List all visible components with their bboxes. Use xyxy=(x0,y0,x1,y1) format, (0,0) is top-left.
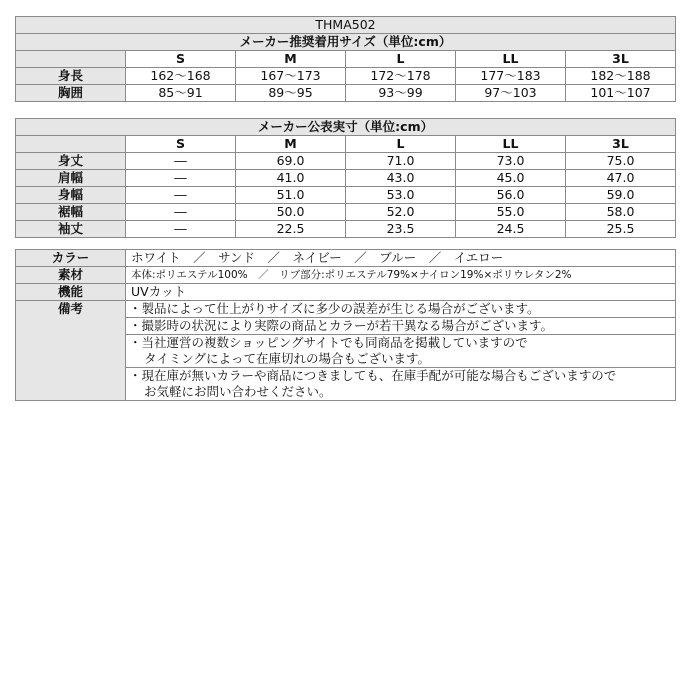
table-row xyxy=(16,68,676,85)
size-header: 3L xyxy=(566,51,676,68)
table-row xyxy=(16,153,676,170)
table-cell: 51.0 xyxy=(236,187,346,204)
table-cell: 177～183 xyxy=(456,68,566,85)
material-label: 素材 xyxy=(16,267,126,284)
table-cell: ― xyxy=(126,153,236,170)
table-cell: 75.0 xyxy=(566,153,676,170)
product-info-table xyxy=(15,249,676,401)
table-cell: 23.5 xyxy=(346,221,456,238)
info-row-material xyxy=(16,267,676,284)
note-text: ・撮影時の状況により実際の商品とカラーが若干異なる場合がございます。 xyxy=(129,318,554,333)
size-header: S xyxy=(126,51,236,68)
color-label: カラー xyxy=(16,250,126,267)
table-cell: 25.5 xyxy=(566,221,676,238)
table-row xyxy=(16,170,676,187)
table-cell: 71.0 xyxy=(346,153,456,170)
row-label: 身幅 xyxy=(16,187,126,204)
table-cell: ― xyxy=(126,187,236,204)
size-header: M xyxy=(236,51,346,68)
header-blank-cell xyxy=(16,136,126,153)
size-header: 3L xyxy=(566,136,676,153)
info-row-function xyxy=(16,284,676,301)
function-label: 機能 xyxy=(16,284,126,301)
material-value: 本体:ポリエステル100% ／ リブ部分:ポリエステル79%×ナイロン19%×ポリウレタン2% xyxy=(126,267,676,284)
table-cell: 89～95 xyxy=(236,85,346,102)
note-text: タイミングによって在庫切れの場合もございます。 xyxy=(144,351,431,366)
size-header: M xyxy=(236,136,346,153)
notes-label: 備考 xyxy=(16,301,126,401)
table-cell: 59.0 xyxy=(566,187,676,204)
size-header: L xyxy=(346,51,456,68)
size-header-row xyxy=(16,51,676,68)
table-cell: 85～91 xyxy=(126,85,236,102)
table-cell: 182～188 xyxy=(566,68,676,85)
table-cell: 69.0 xyxy=(236,153,346,170)
table-cell: 22.5 xyxy=(236,221,346,238)
table-cell: 58.0 xyxy=(566,204,676,221)
function-value: UVカット xyxy=(126,284,676,301)
table-cell: 47.0 xyxy=(566,170,676,187)
table-cell: 73.0 xyxy=(456,153,566,170)
info-row-notes xyxy=(16,301,676,318)
table-cell: 97～103 xyxy=(456,85,566,102)
table-cell: 56.0 xyxy=(456,187,566,204)
table-cell: 50.0 xyxy=(236,204,346,221)
table-row xyxy=(16,221,676,238)
table-cell: 172～178 xyxy=(346,68,456,85)
table-cell: ― xyxy=(126,204,236,221)
actual-size-title: メーカー公表実寸（単位:cm） xyxy=(16,119,676,136)
recommended-size-table xyxy=(15,16,676,102)
actual-size-table xyxy=(15,118,676,238)
note-item xyxy=(126,318,676,335)
table-row xyxy=(16,204,676,221)
table-cell: 24.5 xyxy=(456,221,566,238)
table-cell: 52.0 xyxy=(346,204,456,221)
row-label: 袖丈 xyxy=(16,221,126,238)
note-item xyxy=(126,335,676,368)
size-header: LL xyxy=(456,51,566,68)
table-cell: 53.0 xyxy=(346,187,456,204)
table-cell: 41.0 xyxy=(236,170,346,187)
row-label: 裾幅 xyxy=(16,204,126,221)
size-header-row xyxy=(16,136,676,153)
table-cell: 101～107 xyxy=(566,85,676,102)
table-cell: ― xyxy=(126,170,236,187)
note-text: ・現在庫が無いカラーや商品につきましても、在庫手配が可能な場合もございますので xyxy=(129,368,617,383)
color-value: ホワイト ／ サンド ／ ネイビー ／ ブルー ／ イエロー xyxy=(126,250,676,267)
note-item xyxy=(126,301,676,318)
row-label: 肩幅 xyxy=(16,170,126,187)
size-header: S xyxy=(126,136,236,153)
note-text: ・製品によって仕上がりサイズに多少の誤差が生じる場合がございます。 xyxy=(129,301,540,316)
table-cell: 167～173 xyxy=(236,68,346,85)
row-label: 胸囲 xyxy=(16,85,126,102)
note-text: ・当社運営の複数ショッピングサイトでも同商品を掲載していますので xyxy=(129,335,528,350)
size-header: LL xyxy=(456,136,566,153)
table-row xyxy=(16,187,676,204)
table-cell: 43.0 xyxy=(346,170,456,187)
table-cell: 55.0 xyxy=(456,204,566,221)
table-cell: 93～99 xyxy=(346,85,456,102)
table-cell: ― xyxy=(126,221,236,238)
row-label: 身丈 xyxy=(16,153,126,170)
table-cell: 45.0 xyxy=(456,170,566,187)
table-row xyxy=(16,85,676,102)
row-label: 身長 xyxy=(16,68,126,85)
header-blank-cell xyxy=(16,51,126,68)
size-header: L xyxy=(346,136,456,153)
info-row-color xyxy=(16,250,676,267)
recommended-size-title: メーカー推奨着用サイズ（単位:cm） xyxy=(16,34,676,51)
product-code: THMA502 xyxy=(16,17,676,34)
note-item xyxy=(126,368,676,401)
note-text: お気軽にお問い合わせください。 xyxy=(144,384,332,399)
table-cell: 162～168 xyxy=(126,68,236,85)
